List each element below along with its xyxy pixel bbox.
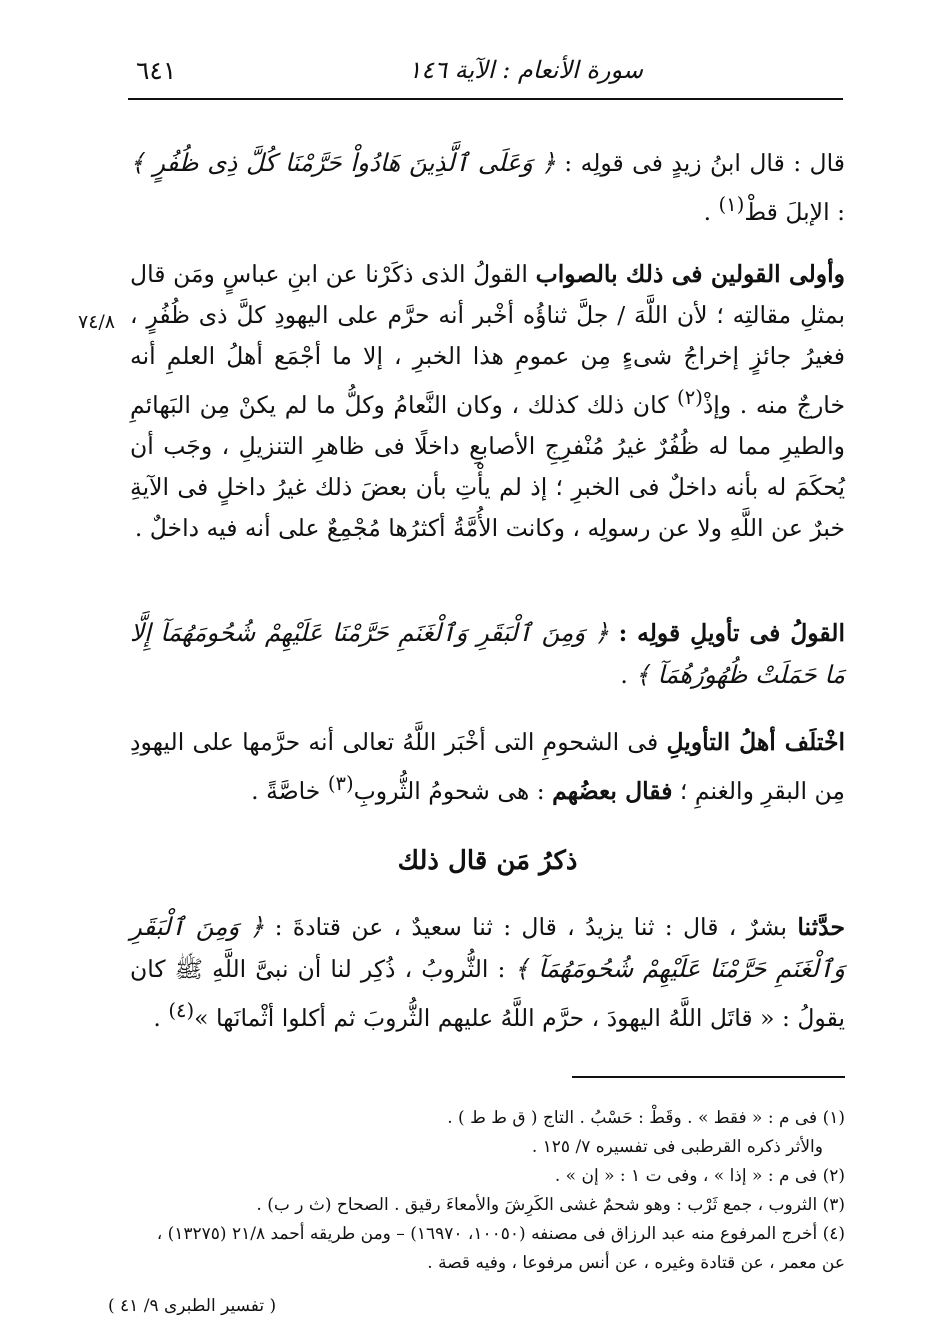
paragraph-text: قال : قال ابنُ زيدٍ فى قولِه : bbox=[555, 149, 845, 177]
footnote-ref: (٣) bbox=[327, 772, 354, 795]
page-header bbox=[128, 52, 843, 100]
paragraph-text: : الإبلَ قطْ bbox=[744, 197, 845, 226]
paragraph-text: كان ذلك كذلك ، وكان النَّعامُ وكلُّ ما لم يكنْ مِن البَهائمِ والطيرِ مما له ظُفُرٌ غيرُ مُنْفرِجِ الأصابعِ داخلًا فى ظاهرِ التنزيلِ ، وجَب أن يُحكَمَ له بأنه داخلٌ فى الخبرِ ؛ إذ لم يأْتِ بأن بعضَ ذلك غيرُ داخلٍ فى الآيةِ خبرٌ عن اللَّهِ ولا عن رسولِه ، وكانت الأُمَّةُ أكثرُها مُجْمِعٌ على أنه فيه داخلٌ . bbox=[130, 390, 845, 542]
footnote-3: (٣) الثروب ، جمع ثَرْب : وهو شحمٌ غشى الكَرِشَ والأمعاءَ رقيق . الصحاح (ث ر ب) . bbox=[256, 1195, 845, 1215]
paragraph-text: . bbox=[620, 661, 636, 689]
paragraph-text: بشرٌ ، قال : ثنا يزيدُ ، قال : ثنا سعيدٌ ، عن قتادةَ : bbox=[264, 913, 798, 941]
paragraph-text: خاصَّةً . bbox=[251, 776, 328, 805]
paragraph-text: القولُ الذى ذكَرْنا عن ابنِ عباسٍ ومَن قال بمثلِ مقالتِه ؛ لأن اللَّهَ / جلَّ ثناؤُه أخْبر أنه حرَّم على اليهودِ كلَّ ذى ظُفُرٍ ، فغيرُ جائزٍ إخراجُ شىءٍ مِن عمومِ هذا الخبرِ ، إلا ما أجْمَع أهلُ العلمِ أنه خارجٌ منه . وإذْ bbox=[130, 260, 845, 419]
footnote-divider bbox=[572, 1076, 845, 1078]
quran-verse: ﴿ وَمِنَ ٱلْبَقَرِ وَٱلْغَنَمِ حَرَّمْنَا عَلَيْهِمْ شُحُومَهُمَآ ﴾ bbox=[130, 912, 845, 983]
footnote-ref: (١) bbox=[718, 193, 745, 216]
footnote-ref: (٢) bbox=[677, 386, 703, 409]
section-heading: ذكرُ مَن قال ذلك bbox=[397, 846, 578, 876]
page-number: ٦٤١ bbox=[136, 56, 177, 85]
footnote-4: (٤) أخرج المرفوع منه عبد الرزاق فى مصنفه (١٠٠٥٠، ١٦٩٧٠) – ومن طريقه أحمد ٢١/٨ (١٣٢٧٥) ، عن معمر ، عن قتادة وغيره ، عن أنس مرفوعا ، وفيه قصة . bbox=[156, 1224, 845, 1273]
quran-verse: ﴿ وَمِنَ ٱلْبَقَرِ وَٱلْغَنَمِ حَرَّمْنَا عَلَيْهِمْ شُحُومَهُمَآ إِلَّا مَا حَمَلَتْ ظُهُورُهُمَآ ﴾ bbox=[130, 618, 845, 689]
volume-reference: ( تفسير الطبرى ٩/ ٤١ ) bbox=[108, 1296, 277, 1316]
paragraph-lead: حدَّثنا bbox=[797, 913, 845, 941]
quran-verse: ﴿ وَعَلَى ٱلَّذِينَ هَادُواْ حَرَّمْنَا كُلَّ ذِى ظُفُرٍ ﴾ bbox=[130, 148, 556, 177]
paragraph-text: : هى شحومُ الثُّروبِ bbox=[353, 776, 553, 805]
paragraph-5 bbox=[130, 906, 845, 1039]
margin-reference: ٧٤/٨ bbox=[78, 311, 116, 333]
footnote-1: (١) فى م : « فقط » . وقَطْ : حَسْبُ . التاج ( ق ط ط ) . bbox=[447, 1108, 845, 1128]
paragraph-text: . bbox=[153, 1003, 169, 1032]
paragraph-4 bbox=[130, 722, 845, 812]
footnote-ref: (٤) bbox=[168, 999, 195, 1022]
running-title: سورة الأنعام : الآية ١٤٦ bbox=[408, 56, 643, 84]
footnotes bbox=[130, 1104, 845, 1278]
paragraph-lead: القولُ فى تأويلِ قولِه : bbox=[618, 619, 845, 647]
paragraph-3 bbox=[130, 612, 845, 696]
paragraph-text: : الثُّروبُ ، ذُكِر لنا أن نبىَّ اللَّهِ ﷺ كان يقولُ : « قاتَل اللَّهُ اليهودَ ، حرَّم اللَّهُ عليهم الثُّروبَ ثم أكلوا أثْمانَها » bbox=[130, 955, 845, 1032]
paragraph-text: فى الشحومِ التى أخْبَر اللَّهُ تعالى أنه حرَّمها على اليهودِ مِن البقرِ والغنمِ ؛ bbox=[130, 728, 845, 805]
paragraph-lead: وأولى القولين فى ذلك بالصواب bbox=[535, 260, 845, 288]
paragraph-lead-2: فقال بعضُهم bbox=[552, 776, 673, 805]
paragraph-2 bbox=[130, 254, 845, 549]
paragraph-text: . bbox=[703, 197, 719, 226]
footnote-1-continued: والأثر ذكره القرطبى فى تفسيره ٧/ ١٢٥ . bbox=[531, 1137, 823, 1157]
paragraph-lead: اخْتلَف أهلُ التأويلِ bbox=[666, 728, 845, 756]
footnote-2: (٢) فى م : « إذا » ، وفى ت ١ : « إن » . bbox=[554, 1166, 845, 1186]
paragraph-1 bbox=[130, 142, 845, 233]
